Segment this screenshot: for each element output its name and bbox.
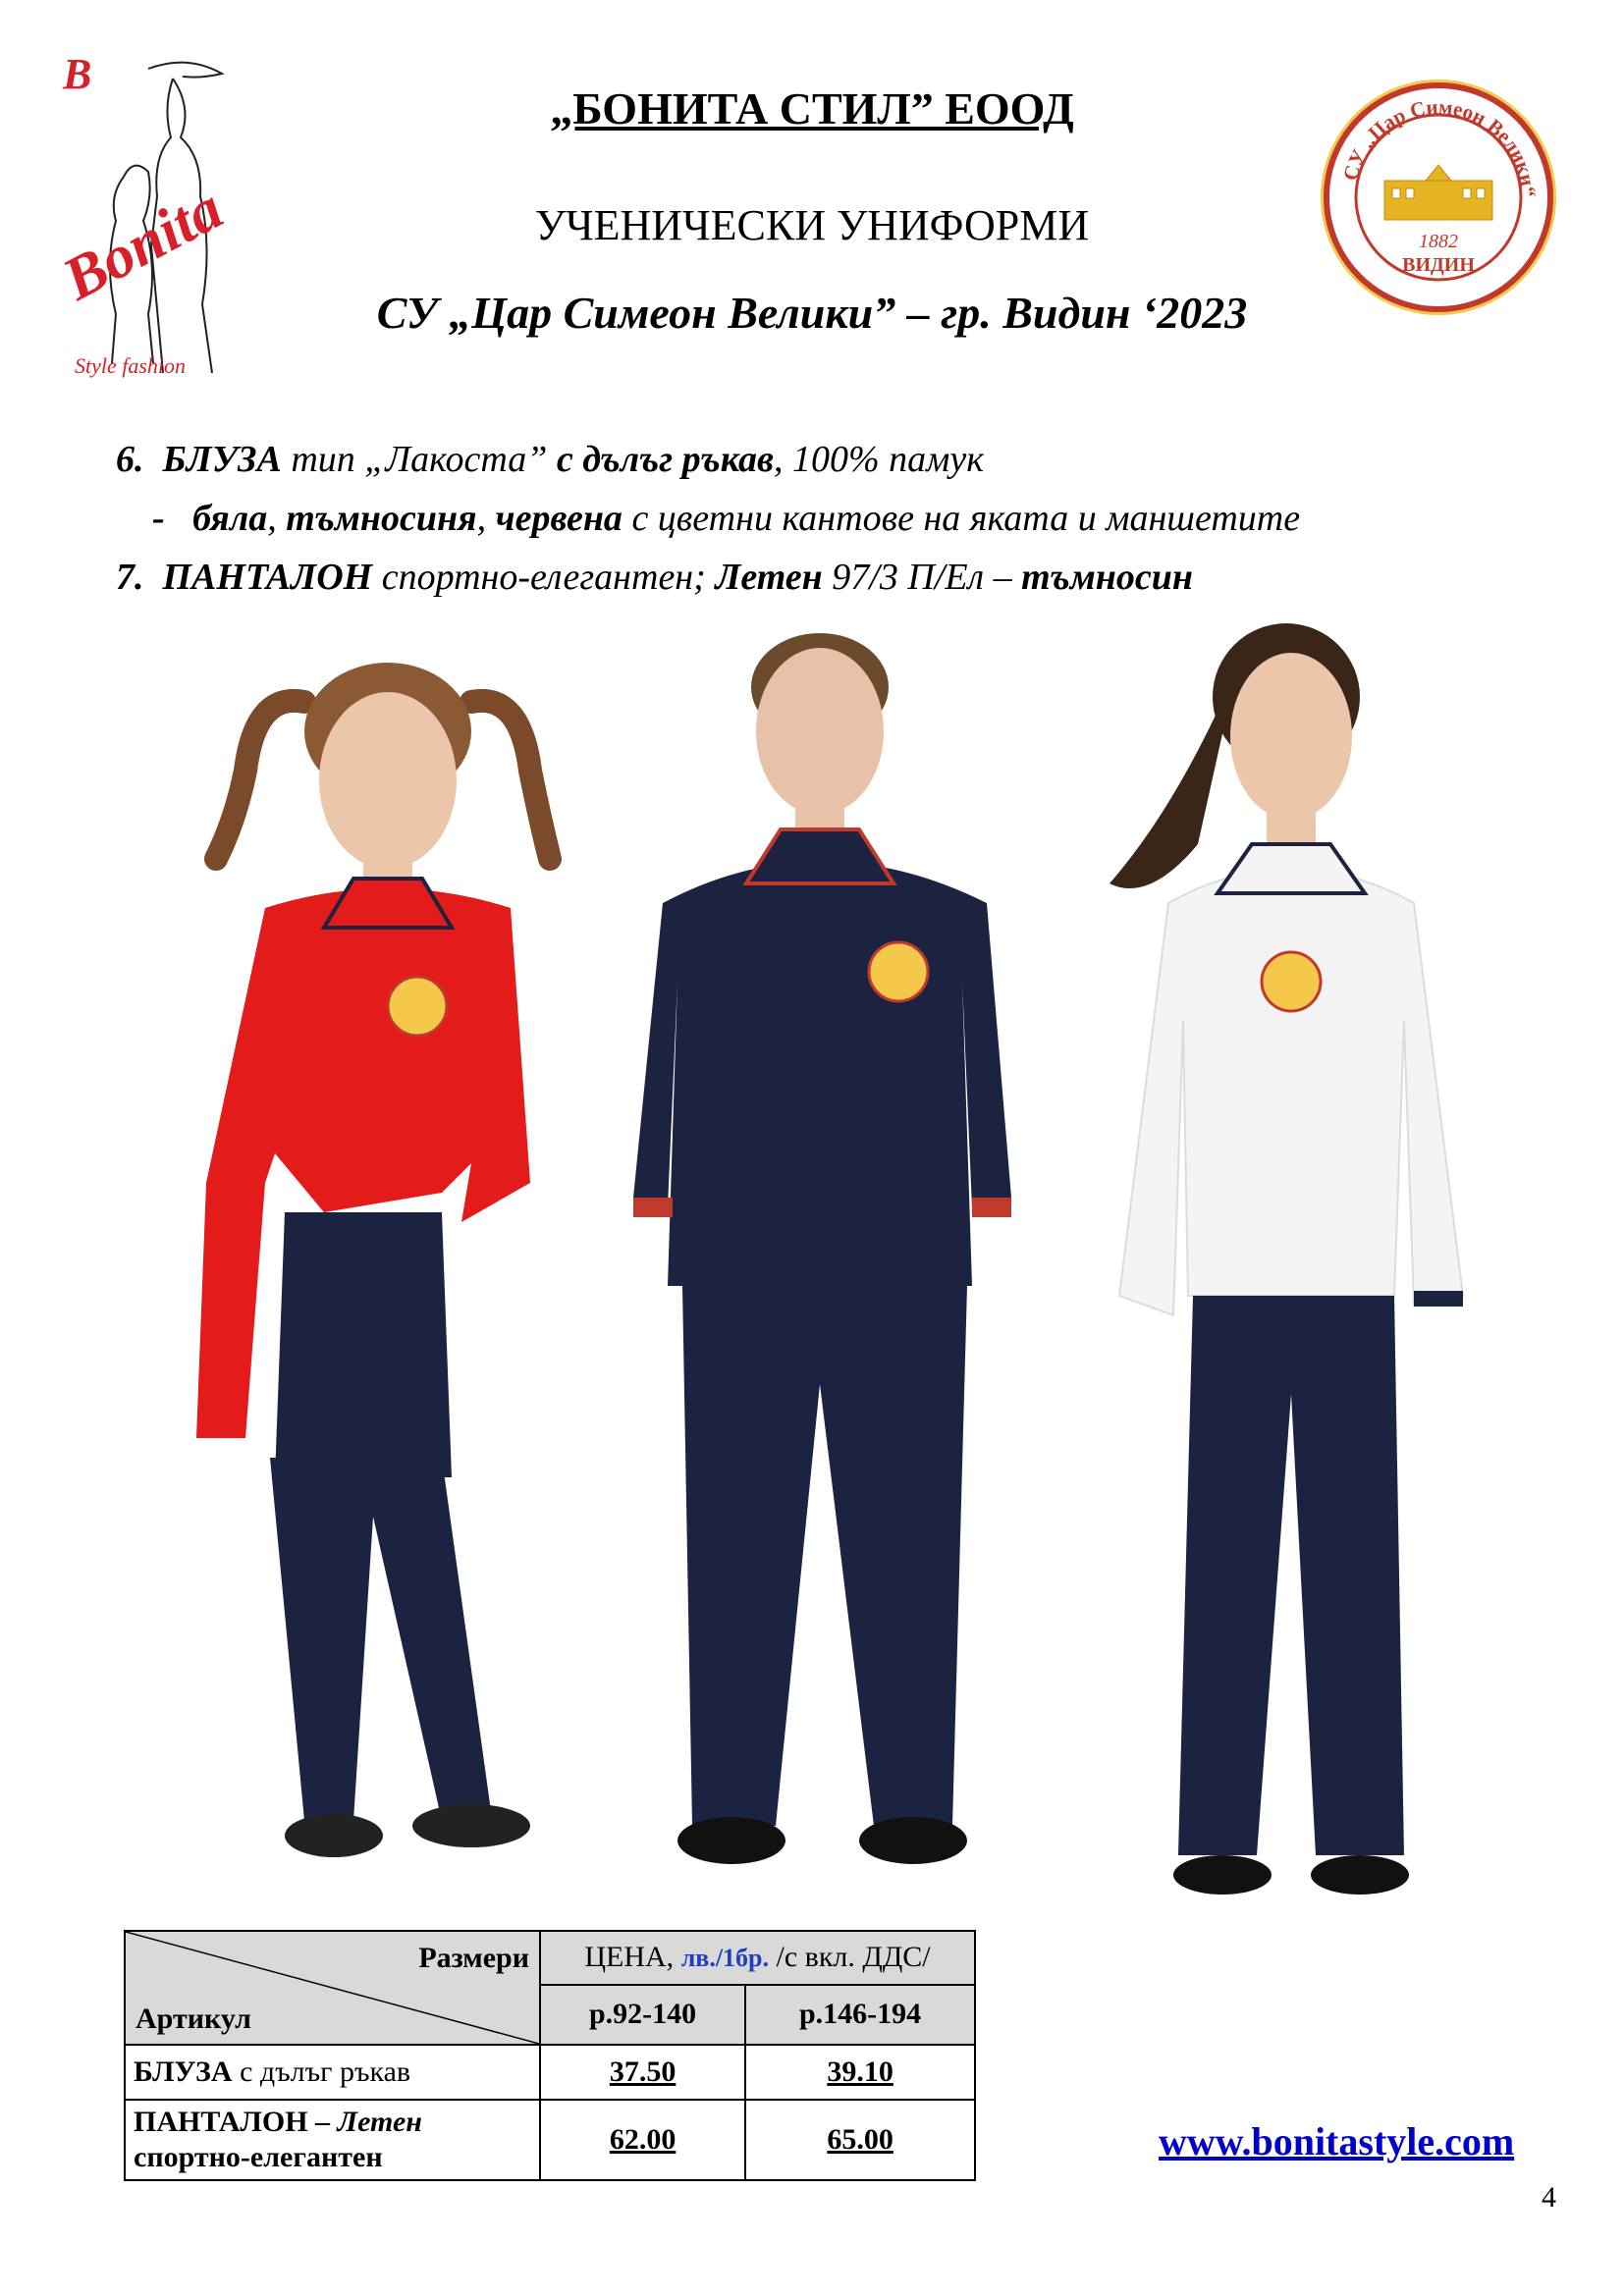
logo-brand: Bonita	[55, 175, 234, 314]
item-7-number: 7.	[116, 557, 144, 598]
table-corner-header	[125, 1931, 540, 2045]
size-label: Размери	[418, 1942, 529, 1974]
item-6-text1: тип „Лакоста”	[281, 439, 557, 480]
item-7-color: тъмносин	[1021, 557, 1193, 598]
color-sep2: ,	[476, 498, 496, 539]
article-label: Артикул	[135, 2002, 251, 2035]
item-6-colors-line	[152, 497, 1300, 540]
color-sep1: ,	[267, 498, 287, 539]
color-navy: тъмносиня	[286, 498, 477, 539]
color-white: бяла	[192, 498, 268, 539]
item-7-text3: 97/3 П/Ел –	[822, 557, 1022, 598]
photo-boy-navy-shirt	[609, 609, 1041, 1895]
page-number: 4	[1542, 2181, 1556, 2214]
item-7-text1: спортно-елегантен;	[372, 557, 716, 598]
item-7-season: Летен	[715, 557, 823, 598]
price-cell: 37.50	[540, 2045, 745, 2100]
colors-rest: с цветни кантове на яката и маншетите	[622, 498, 1301, 539]
item-7-name: ПАНТАЛОН	[162, 557, 373, 598]
colors-dash: -	[152, 498, 165, 539]
size-col-1: р.92-140	[540, 1985, 745, 2045]
school-title: СУ „Цар Симеон Велики” – гр. Видин ‘2023	[376, 288, 1248, 338]
school-seal	[1316, 75, 1561, 320]
price-cell: 39.10	[745, 2045, 975, 2100]
seal-ring-text: СУ „Цар Симеон Велики“	[1337, 94, 1542, 198]
item-6-name: БЛУЗА	[162, 439, 282, 480]
price-table	[124, 1930, 976, 2181]
website-link[interactable]: www.bonitastyle.com	[1159, 2119, 1515, 2163]
item-6-text3: , 100% памук	[774, 439, 985, 480]
table-row	[125, 2100, 975, 2180]
photo-girl-red-shirt	[177, 633, 638, 1899]
catalog-subtitle: УЧЕНИЧЕСКИ УНИФОРМИ	[534, 201, 1090, 249]
company-title: „БОНИТА СТИЛ” ЕООД	[550, 83, 1074, 133]
price-header: ЦЕНА, лв./1бр. /с вкл. ДДС/	[540, 1931, 975, 1985]
item-6-line	[116, 438, 984, 481]
table-row	[125, 2045, 975, 2100]
item-6-sleeve: с дълъг ръкав	[556, 439, 774, 480]
price-cell: 62.00	[540, 2100, 745, 2180]
seal-city: ВИДИН	[1402, 254, 1475, 276]
price-cell: 65.00	[745, 2100, 975, 2180]
item-7-line	[116, 556, 1193, 599]
row-article: ПАНТАЛОН – Летен спортно-елегантен	[125, 2100, 540, 2180]
logo-tagline: Style fashion	[75, 353, 187, 378]
logo-monogram: B	[63, 50, 92, 98]
row-article: БЛУЗА с дълъг ръкав	[125, 2045, 540, 2100]
size-col-2: р.146-194	[745, 1985, 975, 2045]
photo-woman-white-shirt	[1090, 609, 1542, 1953]
seal-year: 1882	[1419, 231, 1458, 252]
item-6-number: 6.	[116, 439, 144, 480]
price-vat: /с вкл. ДДС/	[769, 1941, 931, 1974]
price-unit: лв./1бр.	[680, 1944, 769, 1973]
color-red: червена	[495, 498, 623, 539]
